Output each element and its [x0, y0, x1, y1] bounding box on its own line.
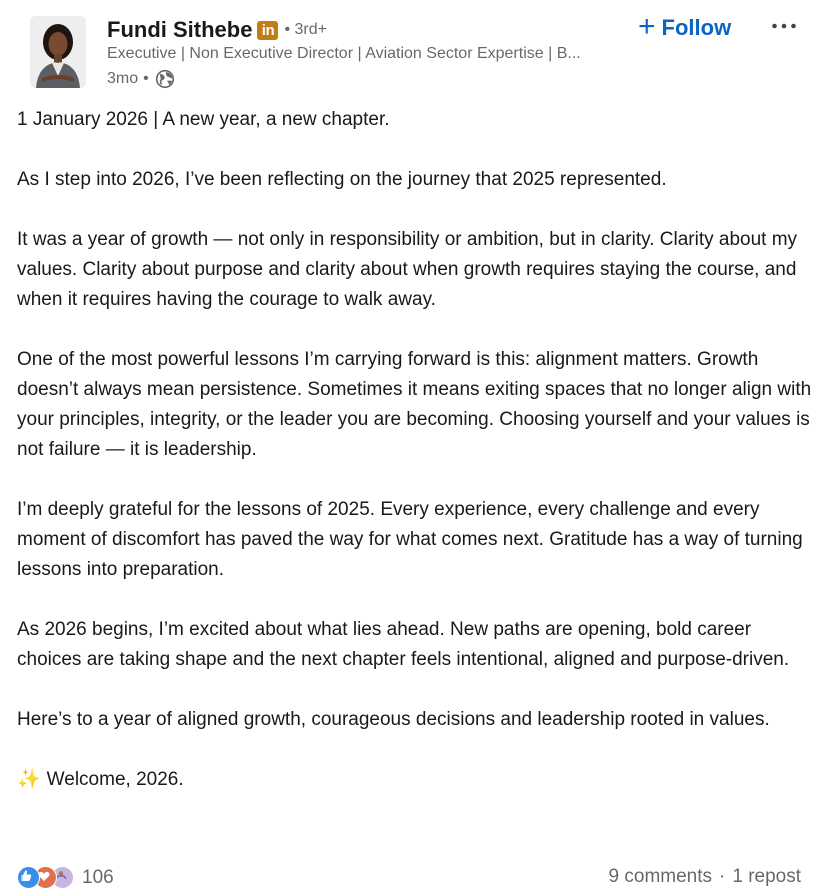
post-paragraph: As 2026 begins, I’m excited about what lies ahead. New paths are opening, bold career choices are taking shape and the next chapter feels intentional, aligned and purpose-driven.	[17, 619, 790, 670]
reactions-summary[interactable]	[17, 866, 114, 889]
post-paragraph: 1 January 2026 | A new year, a new chapter.	[17, 109, 390, 130]
post-header	[0, 0, 827, 100]
post-closing	[17, 765, 817, 795]
more-options-button[interactable]	[770, 12, 798, 40]
author-name[interactable]: Fundi Sithebe	[107, 17, 253, 42]
post-body	[17, 105, 817, 795]
post-paragraph: As I step into 2026, I’ve been reflecting on the journey that 2025 represented.	[17, 169, 667, 190]
linkedin-premium-icon: in	[257, 21, 278, 40]
connection-degree: • 3rd+	[284, 21, 327, 38]
more-options-icon	[771, 22, 797, 30]
post-paragraph: I’m deeply grateful for the lessons of 2025. Every experience, every challenge and every moment of discomfort has paved the way for what comes next. Gratitude has a way of turning lessons into preparation.	[17, 499, 803, 580]
stats-separator: ·	[719, 866, 726, 887]
avatar-photo	[30, 16, 86, 88]
social-counts-bar	[0, 856, 827, 896]
reposts-count[interactable]: 1 repost	[732, 866, 801, 887]
closing-text: Welcome, 2026.	[46, 769, 184, 790]
post-paragraph: One of the most powerful lessons I’m carrying forward is this: alignment matters. Growth doesn’t always mean persistence. Sometimes it means exiting spaces that no longer align with your principles, integrity, or the leader you are becoming. Choosing yourself and your values is not failure — it is leadership.	[17, 349, 812, 460]
engagement-stats	[609, 866, 801, 888]
post-time: 3mo	[107, 70, 139, 87]
plus-icon: +	[638, 9, 656, 43]
author-name-row	[107, 14, 327, 46]
comments-count[interactable]: 9 comments	[608, 866, 713, 887]
follow-button[interactable]	[638, 9, 732, 44]
reaction-count: 106	[82, 866, 114, 888]
globe-icon	[155, 69, 175, 89]
post-meta	[107, 69, 175, 89]
like-reaction-icon	[17, 866, 40, 889]
post-paragraph: It was a year of growth — not only in responsibility or ambition, but in clarity. Clarity about my values. Clarity about purpose and clarity about when growth requires staying the course, and when it requires having the courage to walk away.	[17, 229, 798, 310]
post-paragraph: Here’s to a year of aligned growth, courageous decisions and leadership rooted in values.	[17, 709, 770, 730]
sparkles-icon: ✨	[17, 769, 41, 790]
author-headline[interactable]: Executive | Non Executive Director | Aviation Sector Expertise | B...	[107, 45, 581, 62]
author-avatar[interactable]	[30, 16, 86, 88]
follow-label: Follow	[661, 15, 732, 40]
meta-separator: •	[143, 70, 149, 87]
